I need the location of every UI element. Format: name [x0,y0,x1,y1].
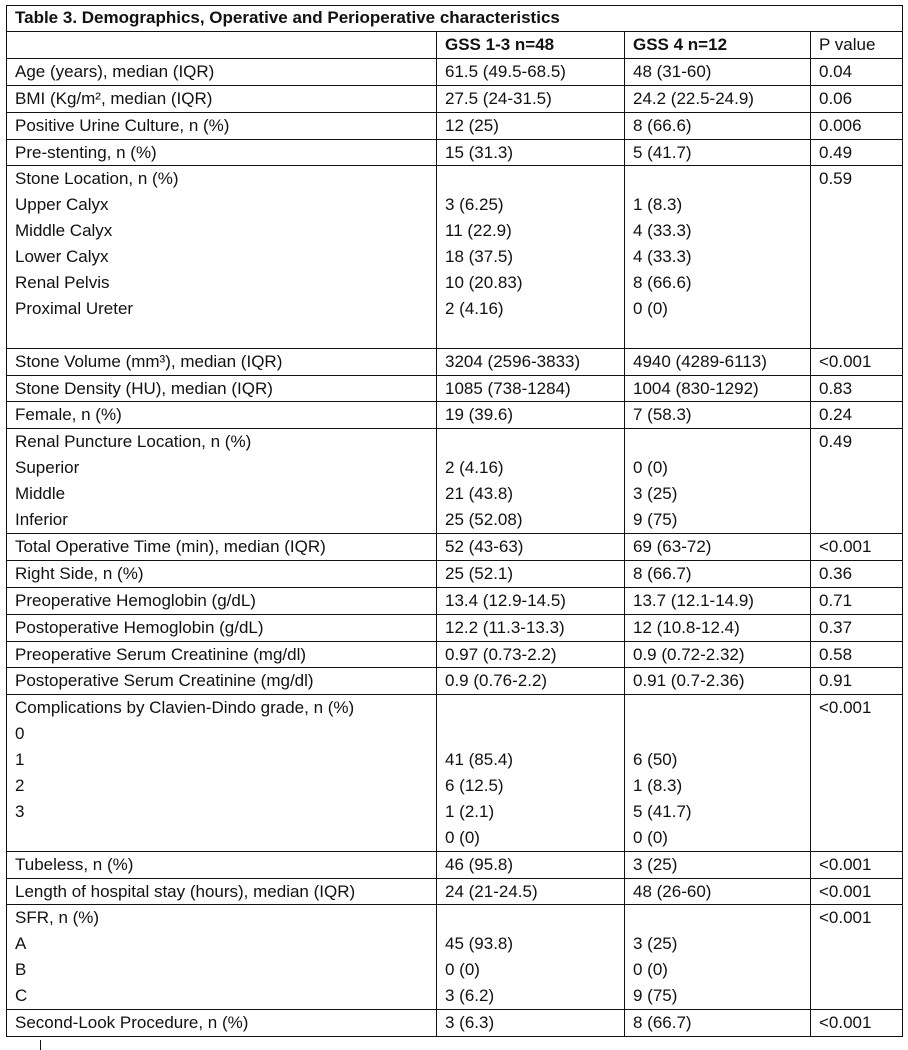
gss-1-3-cell [437,402,625,429]
header-cell-gss-1-3: GSS 1-3 n=48 [437,32,625,59]
cell-line: 25 (52.1) [445,563,514,583]
cell-line: 0 (0) [633,298,668,318]
cell-line: 0.06 [819,88,853,108]
cell-line [819,192,894,218]
cell-line: Preoperative Serum Creatinine (mg/dl) [15,644,307,664]
cell-line [633,322,802,348]
table-row [7,166,903,348]
p-value-cell [811,560,903,587]
cell-line [15,322,428,348]
table-row [7,533,903,560]
gss-1-3-cell [437,905,625,1010]
row-label-cell [7,695,437,851]
gss-4-cell [625,641,811,668]
gss-4-cell [625,429,811,534]
cell-line: <0.001 [819,881,872,901]
cell-line: Stone Location, n (%) [15,169,179,189]
cell-line: 8 (66.6) [633,273,692,293]
cell-line: 1 [15,750,25,770]
table-row [7,139,903,166]
cell-line: 4 (33.3) [633,247,692,267]
cell-line: 3 (6.3) [445,1012,495,1032]
p-value-cell [811,851,903,878]
gss-4-cell [625,85,811,112]
cell-line: 0.91 (0.7-2.36) [633,671,745,691]
row-label-cell [7,1009,437,1036]
cell-line: Postoperative Hemoglobin (g/dL) [15,617,264,637]
cell-line: <0.001 [819,536,872,556]
cell-line [15,825,428,851]
cell-line: 0.97 (0.73-2.2) [445,644,557,664]
gss-4-cell [625,560,811,587]
cell-line: 0.49 [819,432,853,452]
cell-line: Middle Calyx [15,221,113,241]
demographics-table [6,5,903,1037]
cell-line [633,695,802,721]
cell-line: 0.58 [819,644,853,664]
cell-line: 1 (8.3) [633,195,683,215]
cell-line [819,799,894,825]
cell-line: 61.5 (49.5-68.5) [445,61,566,81]
cell-line: Stone Density (HU), median (IQR) [15,378,273,398]
cell-line: <0.001 [819,854,872,874]
cell-line: 8 (66.6) [633,115,692,135]
cell-line: 0.49 [819,142,853,162]
cell-line [445,322,616,348]
cell-line: Middle [15,484,66,504]
cell-line: 0 (0) [633,960,668,980]
cell-line: A [15,934,27,954]
cell-line: Preoperative Hemoglobin (g/dL) [15,590,256,610]
row-label-cell [7,668,437,695]
table-row [7,348,903,375]
cell-line: 21 (43.8) [445,484,514,504]
p-value-cell [811,668,903,695]
cell-line: B [15,960,27,980]
cell-line: 1 (8.3) [633,775,683,795]
table-row [7,587,903,614]
p-value-cell [811,139,903,166]
p-value-cell [811,614,903,641]
cell-line: 3 (25) [633,854,678,874]
cell-line: 12 (25) [445,115,499,135]
cell-line: 3 (25) [633,934,678,954]
p-value-cell [811,587,903,614]
gss-4-cell [625,375,811,402]
p-value-cell [811,348,903,375]
table-row [7,402,903,429]
table-row [7,851,903,878]
p-value-cell [811,375,903,402]
table-row [7,58,903,85]
cell-line: 0.9 (0.76-2.2) [445,671,548,691]
cell-line: 6 (12.5) [445,775,504,795]
p-value-cell [811,695,903,851]
cell-line: 0.36 [819,563,853,583]
gss-4-cell [625,878,811,905]
cell-line [819,218,894,244]
cell-line: 0 (0) [445,960,480,980]
cell-line: <0.001 [819,351,872,371]
cell-line: 2 (4.16) [445,458,504,478]
p-value-cell [811,58,903,85]
gss-4-cell [625,614,811,641]
cell-line: 13.7 (12.1-14.9) [633,590,754,610]
cell-line: 0.91 [819,671,853,691]
cell-line [819,721,894,747]
cell-line: 1004 (830-1292) [633,378,759,398]
cell-line [633,721,802,747]
cell-line: 0.59 [819,169,853,189]
row-label-cell [7,85,437,112]
gss-1-3-cell [437,112,625,139]
cell-line: 0 (0) [445,827,480,847]
cell-line: 0.37 [819,617,853,637]
cell-line: 8 (66.7) [633,563,692,583]
cell-line [819,507,894,533]
cell-line: 48 (31-60) [633,61,712,81]
cell-line: 4940 (4289-6113) [633,351,767,371]
gss-4-cell [625,851,811,878]
cell-line [445,166,616,192]
row-label-cell [7,139,437,166]
cell-line: 0.04 [819,61,853,81]
cell-line: Renal Pelvis [15,273,110,293]
cell-line: Female, n (%) [15,405,122,425]
header-row [7,32,903,59]
cell-line: 1085 (738-1284) [445,378,571,398]
cell-line: 2 (4.16) [445,298,504,318]
cell-line: Tubeless, n (%) [15,854,134,874]
cell-line: 3 (25) [633,484,678,504]
cell-line: 0.83 [819,378,853,398]
cell-line: 1 (2.1) [445,801,495,821]
cell-line: BMI (Kg/m², median (IQR) [15,88,213,108]
cell-line: 0.71 [819,590,853,610]
cell-line: 13.4 (12.9-14.5) [445,590,566,610]
row-label-cell [7,402,437,429]
gss-1-3-cell [437,166,625,348]
cell-line: 3 [15,801,25,821]
cell-line: Pre-stenting, n (%) [15,142,157,162]
cell-line: 45 (93.8) [445,934,514,954]
cell-line: Renal Puncture Location, n (%) [15,432,252,452]
table-row [7,641,903,668]
cell-line: Second-Look Procedure, n (%) [15,1012,249,1032]
row-label-cell [7,429,437,534]
row-label-cell [7,560,437,587]
table-row [7,695,903,851]
cell-line: 46 (95.8) [445,854,514,874]
gss-1-3-cell [437,614,625,641]
cell-line: <0.001 [819,698,872,718]
gss-1-3-cell [437,139,625,166]
cell-line: 3204 (2596-3833) [445,351,581,371]
row-label-cell [7,58,437,85]
p-value-cell [811,166,903,348]
table-body [7,6,903,1037]
cell-line: 19 (39.6) [445,405,514,425]
cell-line: <0.001 [819,1012,872,1032]
cell-line [819,747,894,773]
cell-line [819,983,894,1009]
cell-line [819,931,894,957]
cell-line: 52 (43-63) [445,536,524,556]
cell-line [445,905,616,931]
row-label-cell [7,533,437,560]
cell-line: 0 (0) [633,458,668,478]
cell-line: 24 (21-24.5) [445,881,538,901]
cell-line [819,322,894,348]
cell-line [445,695,616,721]
cell-line: 24.2 (22.5-24.9) [633,88,754,108]
p-value-cell [811,429,903,534]
gss-1-3-cell [437,560,625,587]
row-label-cell [7,878,437,905]
cell-line: 27.5 (24-31.5) [445,88,552,108]
cell-line: 0.006 [819,115,862,135]
cell-line: Postoperative Serum Creatinine (mg/dl) [15,671,314,691]
gss-4-cell [625,1009,811,1036]
cell-line [819,244,894,270]
cell-line: 12 (10.8-12.4) [633,617,740,637]
table-title: Table 3. Demographics, Operative and Perioperative characteristics [7,6,903,32]
cell-line [633,429,802,455]
cell-line: 25 (52.08) [445,510,523,530]
p-value-cell [811,878,903,905]
row-label-cell [7,641,437,668]
gss-1-3-cell [437,695,625,851]
row-label-cell [7,166,437,348]
header-cell-label [7,32,437,59]
gss-4-cell [625,695,811,851]
gss-4-cell [625,402,811,429]
cursor-marker [40,1040,41,1050]
cell-line: 11 (22.9) [445,221,512,241]
p-value-cell [811,112,903,139]
cell-line: 0 [15,724,25,744]
row-label-cell [7,851,437,878]
cell-line: Lower Calyx [15,247,109,267]
gss-4-cell [625,139,811,166]
row-label-cell [7,348,437,375]
gss-1-3-cell [437,641,625,668]
p-value-cell [811,402,903,429]
cell-line: Superior [15,458,80,478]
gss-4-cell [625,905,811,1010]
gss-4-cell [625,58,811,85]
cell-line [819,455,894,481]
table-row [7,905,903,1010]
cell-line: 0.9 (0.72-2.32) [633,644,745,664]
cell-line: Stone Volume (mm³), median (IQR) [15,351,283,371]
gss-4-cell [625,166,811,348]
gss-1-3-cell [437,668,625,695]
table-row [7,85,903,112]
cell-line: 48 (26-60) [633,881,712,901]
gss-4-cell [625,587,811,614]
cell-line: 3 (6.2) [445,986,495,1006]
cell-line: 5 (41.7) [633,801,692,821]
cell-line: SFR, n (%) [15,908,100,928]
title-row [7,6,903,32]
cell-line [819,773,894,799]
gss-1-3-cell [437,85,625,112]
cell-line: 41 (85.4) [445,750,514,770]
cell-line: 12.2 (11.3-13.3) [445,617,565,637]
p-value-cell [811,85,903,112]
cell-line: 69 (63-72) [633,536,712,556]
gss-4-cell [625,668,811,695]
gss-1-3-cell [437,533,625,560]
cell-line [819,481,894,507]
table-row [7,668,903,695]
gss-1-3-cell [437,375,625,402]
cell-line: Upper Calyx [15,195,109,215]
cell-line: Length of hospital stay (hours), median (IQR) [15,881,356,901]
gss-1-3-cell [437,348,625,375]
header-cell-gss-4: GSS 4 n=12 [625,32,811,59]
cell-line [819,296,894,322]
cell-line: 6 (50) [633,750,678,770]
p-value-cell [811,905,903,1010]
table-row [7,560,903,587]
row-label-cell [7,614,437,641]
table-row [7,112,903,139]
cell-line [633,905,802,931]
table-row [7,375,903,402]
cell-line: 9 (75) [633,510,678,530]
cell-line: Inferior [15,510,68,530]
cell-line: 4 (33.3) [633,221,692,241]
cell-line: Right Side, n (%) [15,563,144,583]
cell-line [633,166,802,192]
gss-1-3-cell [437,58,625,85]
gss-1-3-cell [437,429,625,534]
gss-1-3-cell [437,1009,625,1036]
cell-line: Total Operative Time (min), median (IQR) [15,536,326,556]
gss-4-cell [625,348,811,375]
cell-line: Complications by Clavien-Dindo grade, n (%) [15,698,355,718]
cell-line: C [15,986,28,1006]
cell-line: 8 (66.7) [633,1012,692,1032]
row-label-cell [7,112,437,139]
gss-1-3-cell [437,587,625,614]
cell-line [445,429,616,455]
header-cell-p-value: P value [811,32,903,59]
cell-line: 10 (20.83) [445,273,523,293]
cell-line: Proximal Ureter [15,298,134,318]
gss-1-3-cell [437,878,625,905]
cell-line: 15 (31.3) [445,142,514,162]
row-label-cell [7,375,437,402]
cell-line: 2 [15,775,25,795]
table-row [7,878,903,905]
cell-line [445,721,616,747]
cell-line [819,957,894,983]
row-label-cell [7,905,437,1010]
cell-line: 5 (41.7) [633,142,692,162]
table-row [7,614,903,641]
table-row [7,1009,903,1036]
cell-line: 0.24 [819,405,853,425]
cell-line: Age (years), median (IQR) [15,61,215,81]
cell-line [819,825,894,851]
cell-line: 9 (75) [633,986,678,1006]
cell-line: 18 (37.5) [445,247,514,267]
cell-line: <0.001 [819,908,872,928]
p-value-cell [811,533,903,560]
gss-4-cell [625,533,811,560]
table-row [7,429,903,534]
cell-line: Positive Urine Culture, n (%) [15,115,230,135]
p-value-cell [811,1009,903,1036]
gss-1-3-cell [437,851,625,878]
gss-4-cell [625,112,811,139]
cell-line: 3 (6.25) [445,195,504,215]
p-value-cell [811,641,903,668]
cell-line [819,270,894,296]
row-label-cell [7,587,437,614]
cell-line: 7 (58.3) [633,405,692,425]
cell-line: 0 (0) [633,827,668,847]
